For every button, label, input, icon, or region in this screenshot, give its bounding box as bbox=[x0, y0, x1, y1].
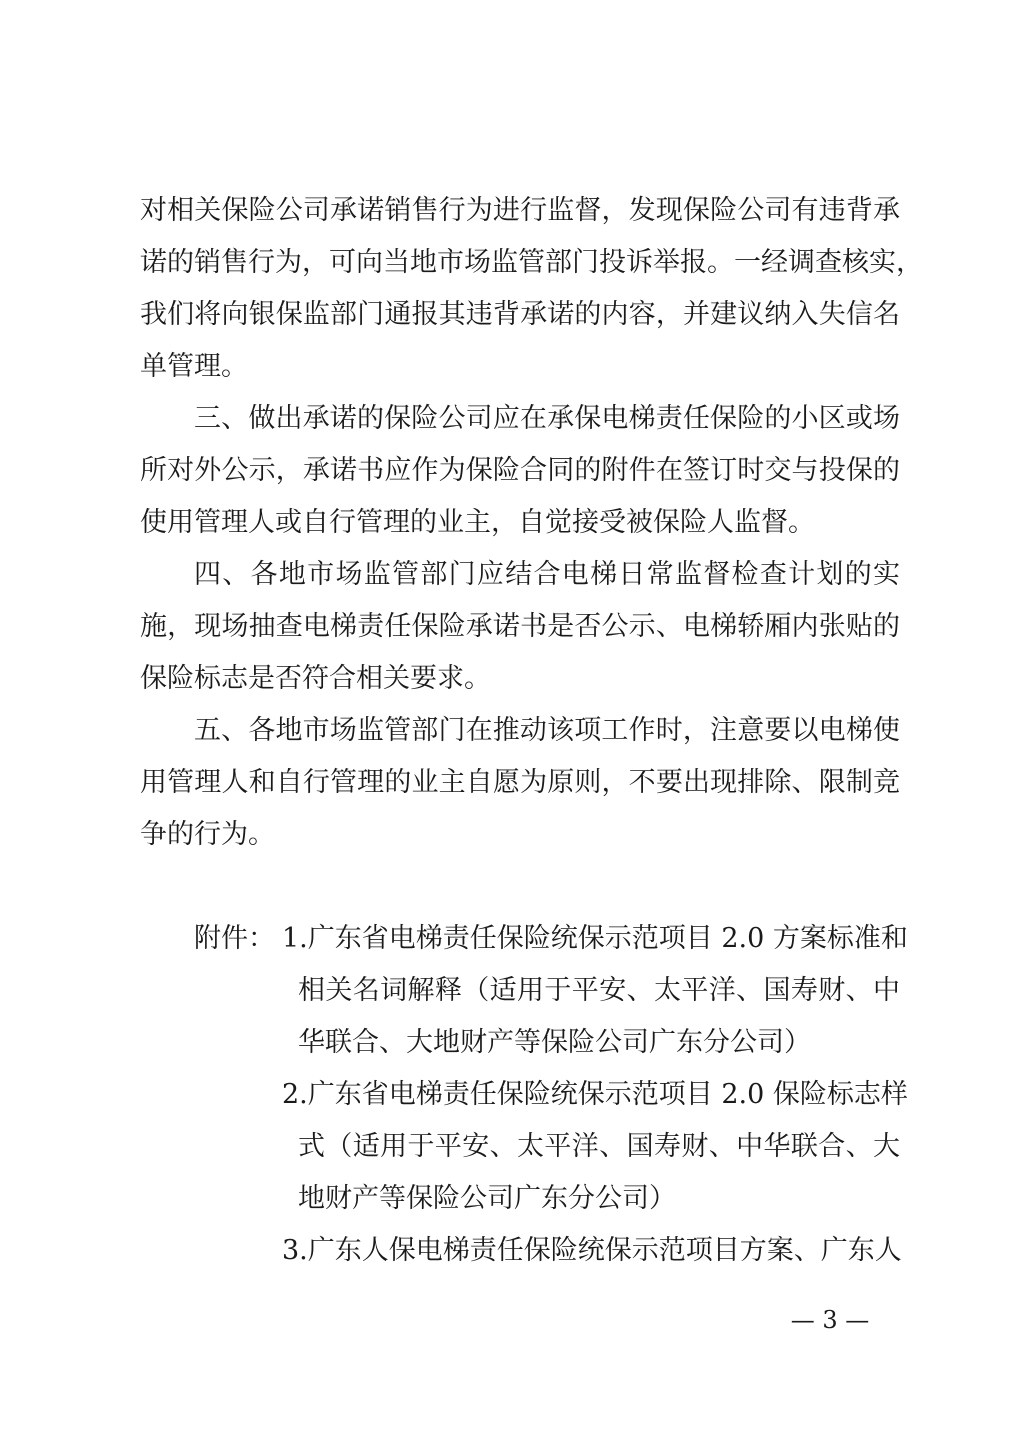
paragraph-line: 五、各地市场监管部门在推动该项工作时，注意要以电梯使 bbox=[194, 715, 900, 746]
paragraph-line: 对相关保险公司承诺销售行为进行监督，发现保险公司有违背承 bbox=[140, 195, 900, 226]
paragraph-line: 施，现场抽查电梯责任保险承诺书是否公示、电梯轿厢内张贴的 bbox=[140, 611, 900, 642]
paragraph-line: 所对外公示，承诺书应作为保险合同的附件在签订时交与投保的 bbox=[140, 455, 900, 486]
paragraph-line: 诺的销售行为，可向当地市场监管部门投诉举报。一经调查核实， bbox=[140, 247, 923, 278]
attachment-item-1-line: 相关名词解释（适用于平安、太平洋、国寿财、中 bbox=[298, 975, 900, 1006]
paragraph-line: 使用管理人或自行管理的业主，自觉接受被保险人监督。 bbox=[140, 507, 815, 538]
paragraph-line: 单管理。 bbox=[140, 351, 248, 382]
page-number: — 3 — bbox=[790, 1306, 870, 1334]
paragraph-line: 四、各地市场监管部门应结合电梯日常监督检查计划的实 bbox=[194, 559, 900, 590]
attachment-item-3: 3.广东人保电梯责任保险统保示范项目方案、广东人 bbox=[282, 1235, 902, 1266]
paragraph-line: 争的行为。 bbox=[140, 819, 275, 850]
paragraph-line: 用管理人和自行管理的业主自愿为原则，不要出现排除、限制竞 bbox=[140, 767, 900, 798]
paragraph-line: 保险标志是否符合相关要求。 bbox=[140, 663, 491, 694]
attachment-item-2: 2.广东省电梯责任保险统保示范项目 2.0 保险标志样 bbox=[282, 1079, 908, 1110]
paragraph-line: 三、做出承诺的保险公司应在承保电梯责任保险的小区或场 bbox=[194, 403, 900, 434]
paragraph-line: 我们将向银保监部门通报其违背承诺的内容，并建议纳入失信名 bbox=[140, 299, 900, 330]
attachment-item-2-line: 式（适用于平安、太平洋、国寿财、中华联合、大 bbox=[298, 1131, 900, 1162]
attachments-label: 附件： bbox=[194, 923, 275, 954]
attachment-item-1: 1.广东省电梯责任保险统保示范项目 2.0 方案标准和 bbox=[282, 923, 908, 954]
attachment-item-1-line: 华联合、大地财产等保险公司广东分公司） bbox=[298, 1027, 811, 1058]
attachment-item-2-line: 地财产等保险公司广东分公司） bbox=[298, 1183, 676, 1214]
